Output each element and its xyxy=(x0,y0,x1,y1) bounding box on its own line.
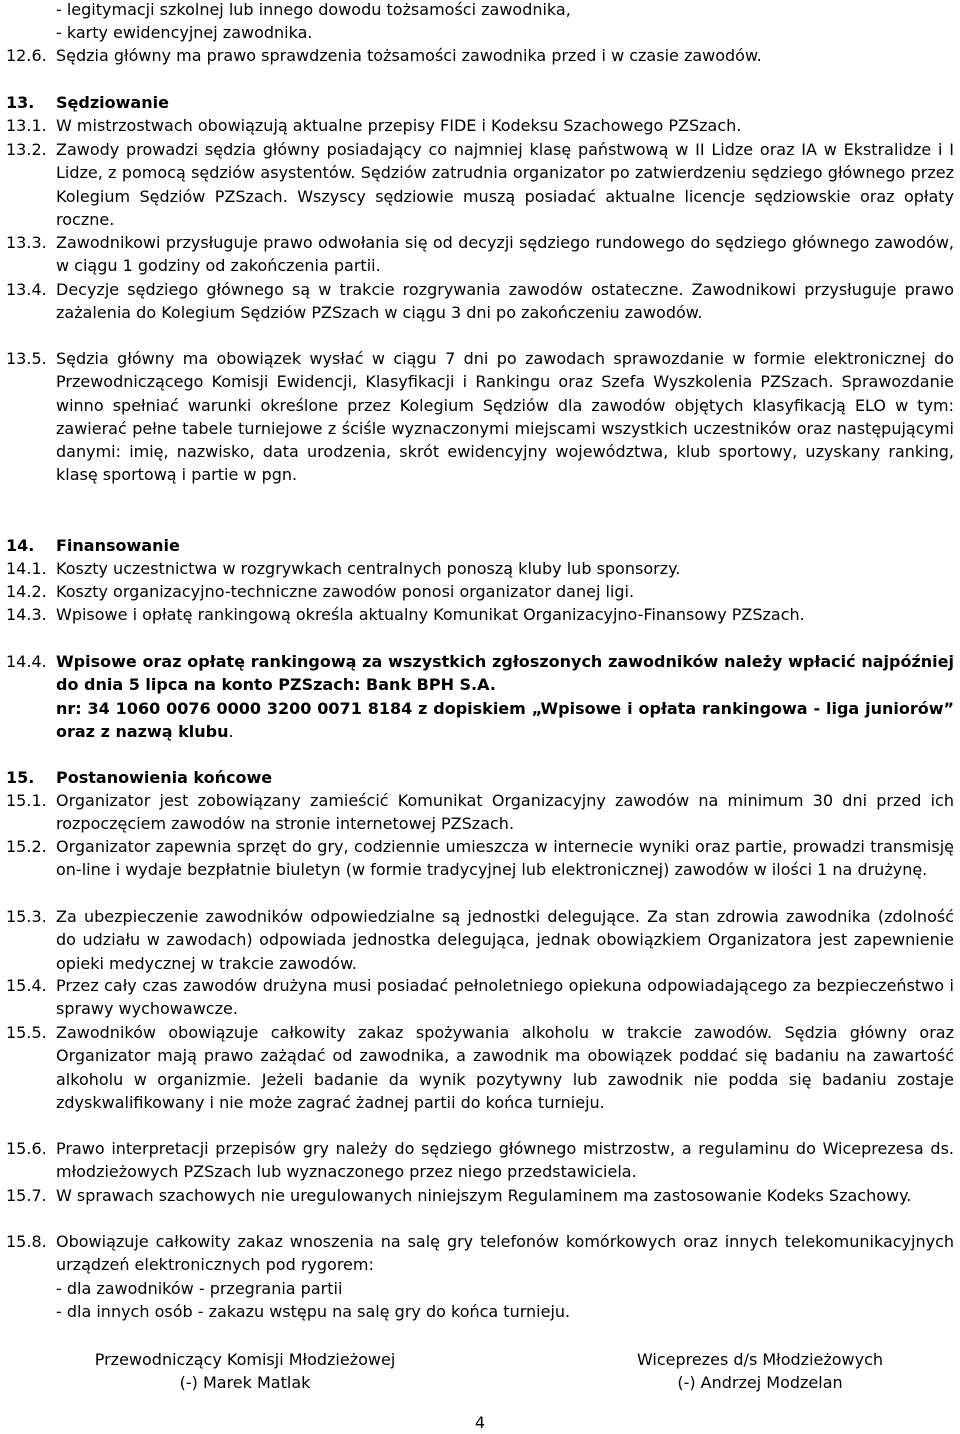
paragraph-text: Organizator jest zobowiązany zamieścić Komunikat Organizacyjny zawodów na minimum 30 dni przed ich rozpoczęciem zawodów na stronie internetowej PZSzach. xyxy=(56,791,954,834)
paragraph-number: 15.2. xyxy=(6,837,47,856)
paragraph-number: 14.3. xyxy=(6,605,47,624)
paragraph-text: Sędzia główny ma obowiązek wysłać w ciągu 7 dni po zawodach sprawozdanie w formie elektronicznej do Przewodniczącego Komisji Ewidencji, Klasyfikacji i Rankingu oraz Szefa Wyszkolenia PZSzach. Sprawozdanie winno spełniać warunki określone przez Kolegium Sędziów dla zawodów objętych klasyfikacją ELO w tym: zawierać pełne tabele turniejowe z ściśle wyznaczonymi miejscami wszystkich uczestników oraz następującymi danymi: imię, nazwisko, data urodzenia, skrót ewidencyjny województwa, klub sportowy, uzyskany ranking, klasę sportową i partie w pgn. xyxy=(56,349,954,485)
paragraph-text: Organizator zapewnia sprzęt do gry, codziennie umieszcza w internecie wyniki oraz partie, prowadzi transmisję on-line i wydaje bezpłatnie biuletyn (w formie tradycyjnej lub elektronicznej) zawodów w ilości 1 na drużynę. xyxy=(56,837,954,880)
bank-account-details: nr: 34 1060 0076 0000 3200 0071 8184 z dopiskiem „Wpisowe i opłata rankingowa - liga juniorów” oraz z nazwą klubu xyxy=(56,698,954,741)
paragraph-number: 13.2. xyxy=(6,140,47,159)
section-heading-14 xyxy=(6,534,180,557)
paragraph-number: 13.1. xyxy=(6,116,47,135)
paragraph-number: 13.5. xyxy=(6,349,47,368)
penalty-item: - dla zawodników - przegrania partii xyxy=(56,1278,343,1298)
paragraph-14-2 xyxy=(6,580,954,603)
paragraph-15-2 xyxy=(6,835,954,882)
section-title: Finansowanie xyxy=(56,536,180,555)
paragraph-13-4 xyxy=(6,278,954,325)
paragraph-number: 15.7. xyxy=(6,1186,47,1205)
sentence-end: . xyxy=(228,721,234,741)
paragraph-text: W mistrzostwach obowiązują aktualne przepisy FIDE i Kodeksu Szachowego PZSzach. xyxy=(56,116,742,135)
paragraph-14-1 xyxy=(6,557,954,580)
section-number: 15. xyxy=(6,768,35,787)
paragraph-number: 15.1. xyxy=(6,791,47,810)
paragraph-number: 14.4. xyxy=(6,652,47,671)
paragraph-15-6 xyxy=(6,1137,954,1184)
paragraph-15-4 xyxy=(6,974,954,1021)
paragraph-13-1 xyxy=(6,114,954,137)
paragraph-number: 13.4. xyxy=(6,280,47,299)
paragraph-number: 15.8. xyxy=(6,1232,47,1251)
paragraph-text: Zawodnikowi przysługuje prawo odwołania się od decyzji sędziego rundowego do sędziego głównego zawodów, w ciągu 1 godziny od zakończenia partii. xyxy=(56,233,954,276)
signature-name: (-) Marek Matlak xyxy=(179,1373,311,1393)
signature-title: Przewodniczący Komisji Młodzieżowej xyxy=(94,1350,396,1369)
signature-left xyxy=(30,1348,460,1395)
paragraph-text: Za ubezpieczenie zawodników odpowiedzialne są jednostki delegujące. Za stan zdrowia zawodnika (zdolność do udziału w zawodach) odpowiada jednostka delegująca, jednak obowiązkiem Organizatora jest zapewnienie opieki medycznej w trakcie zawodów. xyxy=(56,907,954,973)
section-heading-13 xyxy=(6,91,169,114)
signature-name: (-) Andrzej Modzelan xyxy=(677,1373,843,1393)
paragraph-number: 15.6. xyxy=(6,1139,47,1158)
id-document-item: - legitymacji szkolnej lub innego dowodu tożsamości zawodnika, xyxy=(56,0,571,19)
paragraph-number: 14.2. xyxy=(6,582,47,601)
paragraph-number: 15.4. xyxy=(6,976,47,995)
signature-right xyxy=(560,1348,960,1395)
paragraph-text: Decyzje sędziego głównego są w trakcie rozgrywania zawodów ostateczne. Zawodnikowi przysługuje prawo zażalenia do Kolegium Sędziów PZSzach w ciągu 3 dni po zakończeniu zawodów. xyxy=(56,280,954,323)
paragraph-14-4 xyxy=(6,650,954,743)
section-heading-15 xyxy=(6,766,272,789)
section-title: Postanowienia końcowe xyxy=(56,768,273,787)
paragraph-13-3 xyxy=(6,231,954,278)
paragraph-15-8 xyxy=(6,1230,954,1323)
paragraph-text: Koszty organizacyjno-techniczne zawodów ponosi organizator danej ligi. xyxy=(56,582,635,601)
paragraph-text: Przez cały czas zawodów drużyna musi posiadać pełnoletniego opiekuna odpowiadającego za bezpieczeństwo i sprawy wychowawcze. xyxy=(56,976,954,1019)
paragraph-text: Sędzia główny ma prawo sprawdzenia tożsamości zawodnika przed i w czasie zawodów. xyxy=(56,46,762,65)
paragraph-15-5 xyxy=(6,1021,954,1114)
signature-title: Wiceprezes d/s Młodzieżowych xyxy=(636,1350,884,1369)
id-document-item: - karty ewidencyjnej zawodnika. xyxy=(56,23,313,42)
paragraph-text: Zawodników obowiązuje całkowity zakaz spożywania alkoholu w trakcie zawodów. Sędzia główny oraz Organizator mają prawo zażądać od zawodnika, a zawodnik ma obowiązek poddać się badaniu na zawartość alkoholu w organizmie. Jeżeli badanie da wynik pozytywny lub zawodnik nie podda się badaniu zostaje zdyskwalifikowany i nie może zagrać żadnej partii do końca turnieju. xyxy=(56,1023,954,1112)
section-number: 14. xyxy=(6,536,35,555)
penalty-item: - dla innych osób - zakazu wstępu na salę gry do końca turnieju. xyxy=(56,1301,571,1321)
paragraph-12-6 xyxy=(6,44,954,67)
paragraph-13-5 xyxy=(6,347,954,487)
paragraph-15-7 xyxy=(6,1184,954,1207)
paragraph-text: W sprawach szachowych nie uregulowanych niniejszym Regulaminem ma zastosowanie Kodeks Szachowy. xyxy=(56,1186,912,1205)
paragraph-text: Obowiązuje całkowity zakaz wnoszenia na salę gry telefonów komórkowych oraz innych telekomunikacyjnych urządzeń elektronicznych pod rygorem: xyxy=(56,1232,954,1275)
paragraph-number: 15.5. xyxy=(6,1023,47,1042)
paragraph-text: Koszty uczestnictwa w rozgrywkach centralnych ponoszą kluby lub sponsorzy. xyxy=(56,559,681,578)
paragraph-text: Wpisowe i opłatę rankingową określa aktualny Komunikat Organizacyjno-Finansowy PZSzach. xyxy=(56,605,805,624)
paragraph-13-2 xyxy=(6,138,954,231)
payment-instructions: Wpisowe oraz opłatę rankingową za wszystkich zgłoszonych zawodników należy wpłacić najpóźniej do dnia 5 lipca na konto PZSzach: Bank BPH S.A. xyxy=(56,652,954,695)
paragraph-text: Prawo interpretacji przepisów gry należy do sędziego głównego mistrzostw, a regulaminu do Wiceprezesa ds. młodzieżowych PZSzach lub wyznaczonego przez niego przedstawiciela. xyxy=(56,1139,954,1182)
paragraph-number: 12.6. xyxy=(6,46,47,65)
paragraph-15-1 xyxy=(6,789,954,836)
paragraph-14-3 xyxy=(6,603,954,626)
paragraph-text: Zawody prowadzi sędzia główny posiadający co najmniej klasę państwową w II Lidze oraz IA w Ekstralidze i I Lidze, z pomocą sędziów asystentów. Sędziów zatrudnia organizator po zatwierdzeniu sędziego głównego przez Kolegium Sędziów PZSzach. Wszyscy sędziowie muszą posiadać aktualne licencje sędziowskie oraz opłaty roczne. xyxy=(56,140,954,229)
paragraph-number: 13.3. xyxy=(6,233,47,252)
section-title: Sędziowanie xyxy=(56,93,169,112)
paragraph-number: 14.1. xyxy=(6,559,47,578)
section-number: 13. xyxy=(6,93,35,112)
paragraph-number: 15.3. xyxy=(6,907,47,926)
page-number: 4 xyxy=(474,1413,486,1432)
paragraph-15-3 xyxy=(6,905,954,975)
